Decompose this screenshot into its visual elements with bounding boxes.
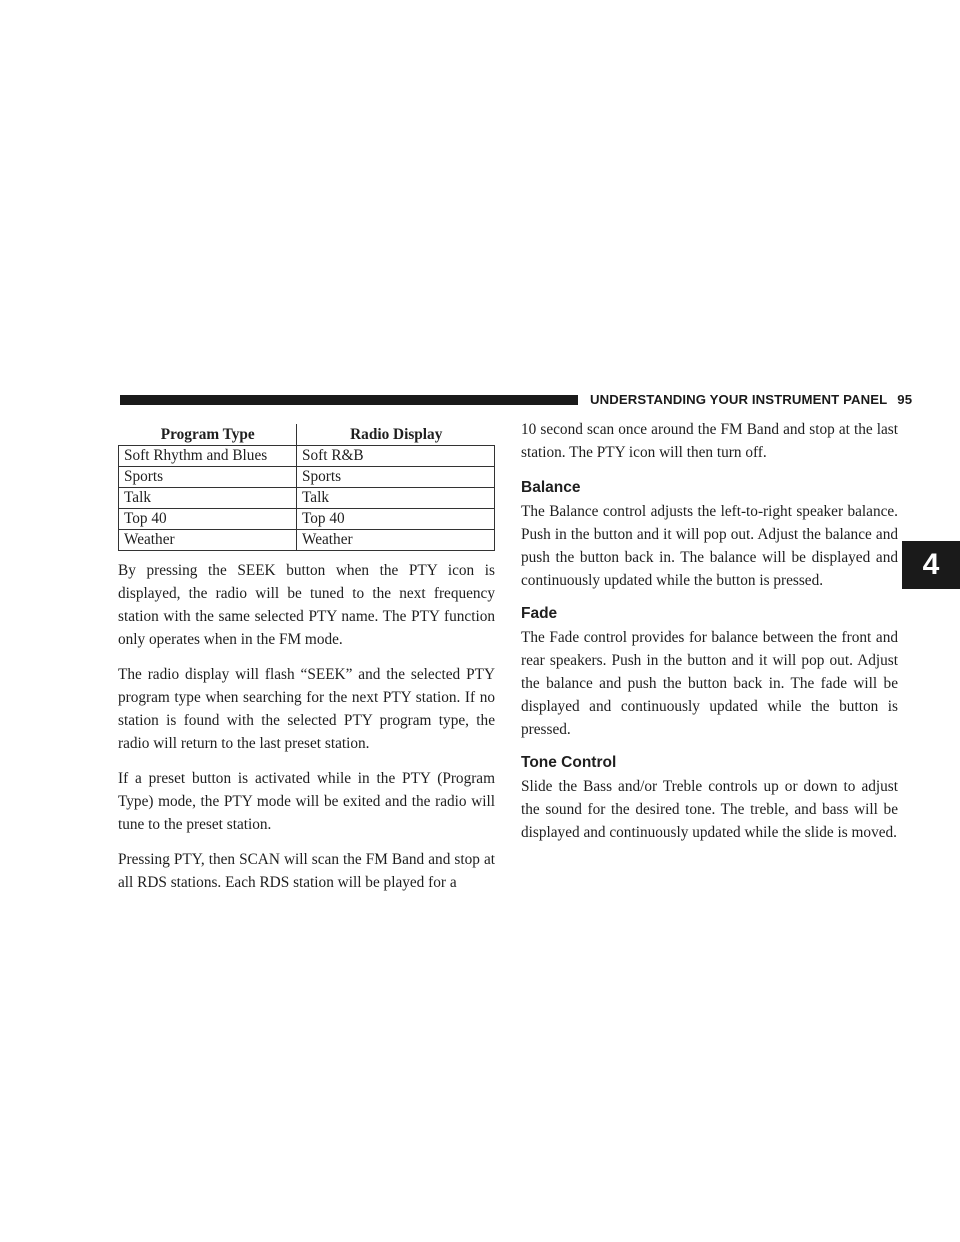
heading-fade: Fade: [521, 605, 558, 622]
heading-tone-control: Tone Control: [521, 754, 617, 771]
table-cell: Top 40: [297, 509, 495, 530]
paragraph-continuation: 10 second scan once around the FM Band and stop at the last station. The PTY icon will then turn off.: [521, 421, 898, 461]
table-row: [119, 530, 495, 551]
table-row: [119, 467, 495, 488]
program-type-table: [118, 424, 495, 551]
paragraph-fade: The Fade control provides for balance between the front and rear speakers. Push in the button and it will pop out. Adjust the balance and push the button back in. The fade will be displayed and continuously updated while the button is pressed.: [521, 629, 898, 738]
table-row: [119, 509, 495, 530]
table-cell: Sports: [297, 467, 495, 488]
table-cell: Talk: [119, 488, 297, 509]
right-column: [521, 418, 898, 856]
column-header: Radio Display: [297, 424, 495, 446]
heading-balance: Balance: [521, 479, 581, 496]
header-rule: [120, 395, 578, 405]
paragraph-tone-control: Slide the Bass and/or Treble controls up or down to adjust the sound for the desired tone. The treble, and bass will be displayed and continuously updated while the slide is moved.: [521, 778, 898, 841]
running-header: [590, 390, 912, 410]
table-cell: Weather: [119, 530, 297, 551]
paragraph-preset: If a preset button is activated while in the PTY (Program Type) mode, the PTY mode will be exited and the radio will tune to the preset station.: [118, 770, 495, 833]
table-cell: Top 40: [119, 509, 297, 530]
table-row: [119, 488, 495, 509]
column-header: Program Type: [119, 424, 297, 446]
table-cell: Weather: [297, 530, 495, 551]
section-title: UNDERSTANDING YOUR INSTRUMENT PANEL: [590, 392, 888, 407]
table-header-row: [119, 424, 495, 446]
chapter-tab: 4: [902, 541, 960, 589]
left-column: [118, 424, 495, 906]
table-row: [119, 446, 495, 467]
table-cell: Soft R&B: [297, 446, 495, 467]
table-cell: Sports: [119, 467, 297, 488]
paragraph-flash: The radio display will flash “SEEK” and the selected PTY program type when searching for the next PTY station. If no station is found with the selected PTY program type, the radio will return to the last preset station.: [118, 666, 495, 752]
paragraph-scan: Pressing PTY, then SCAN will scan the FM Band and stop at all RDS stations. Each RDS station will be played for a: [118, 851, 495, 891]
table-cell: Talk: [297, 488, 495, 509]
paragraph-seek: By pressing the SEEK button when the PTY icon is displayed, the radio will be tuned to the next frequency station with the same selected PTY name. The PTY function only operates when in the FM mode.: [118, 562, 495, 648]
paragraph-balance: The Balance control adjusts the left-to-right speaker balance. Push in the button and it will pop out. Adjust the balance and push the button back in. The balance will be displayed and continuously updated while the button is pressed.: [521, 503, 898, 589]
page-number: 95: [897, 392, 913, 407]
table-cell: Soft Rhythm and Blues: [119, 446, 297, 467]
